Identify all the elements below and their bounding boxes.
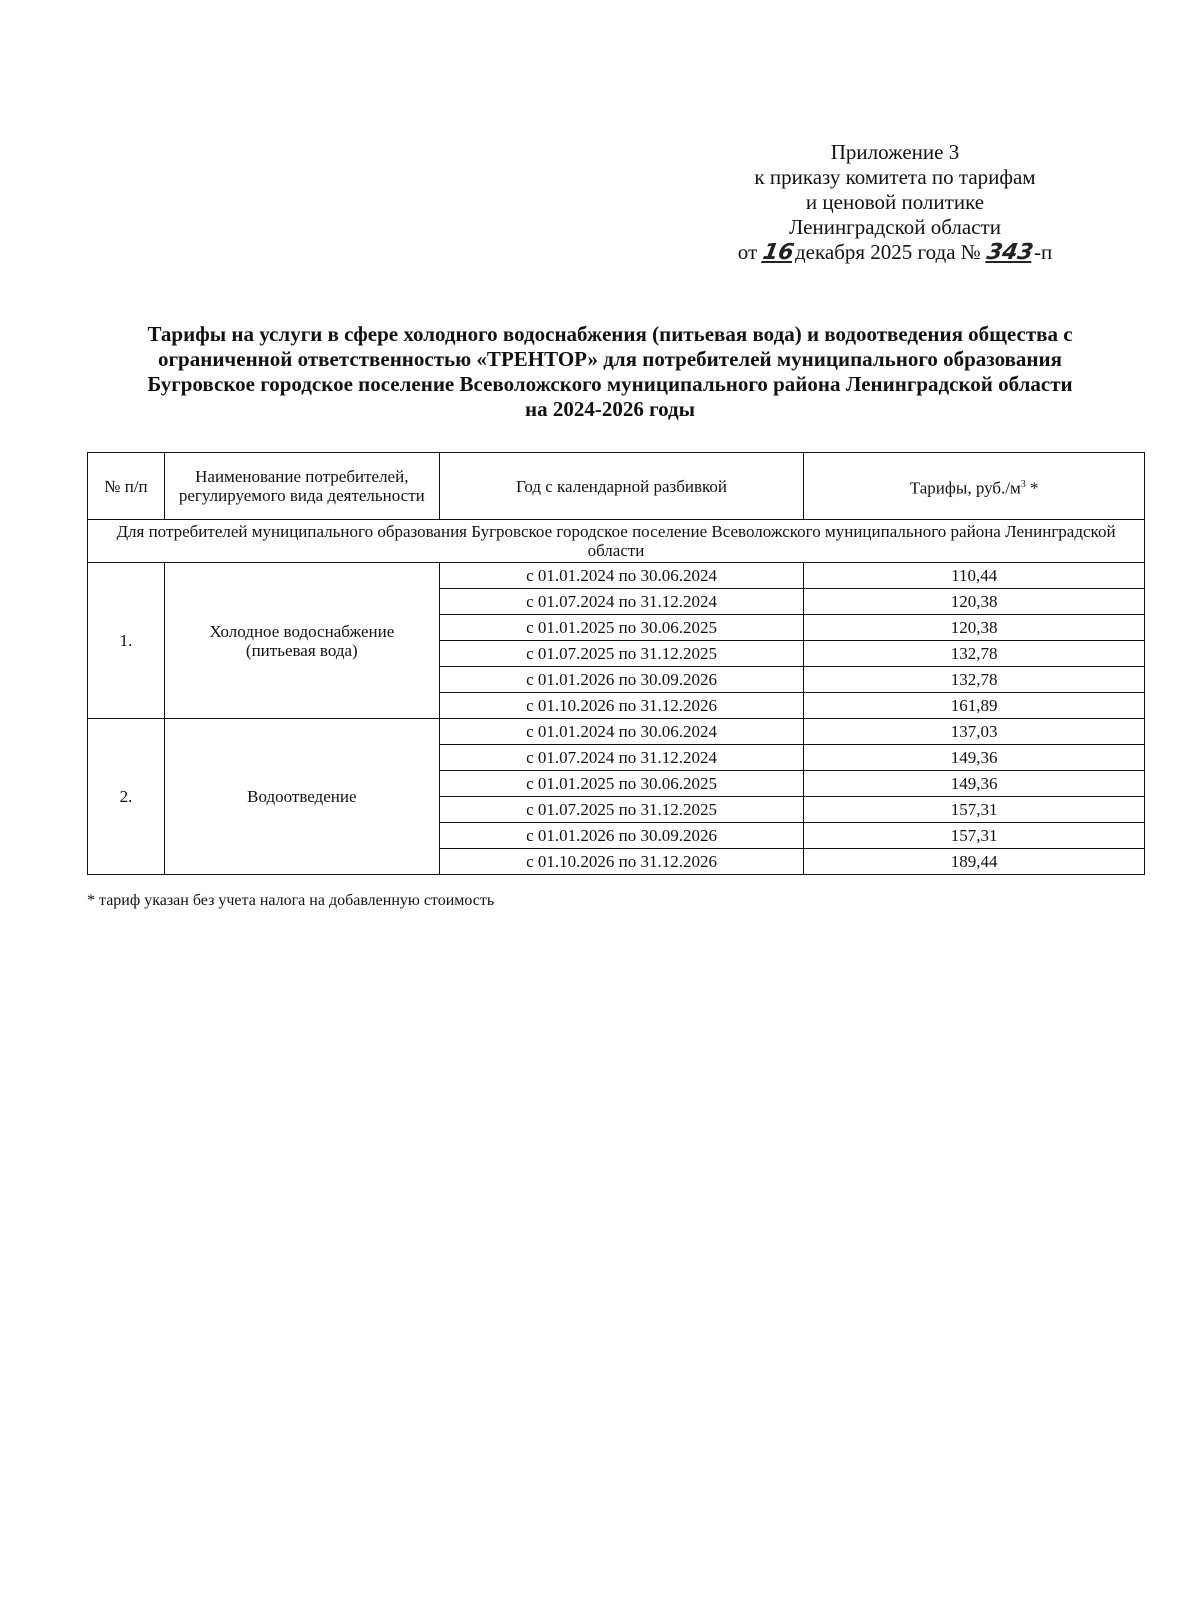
- group-num: 1.: [88, 563, 165, 719]
- appendix-line: к приказу комитета по тарифам: [754, 165, 1036, 189]
- header-num: № п/п: [88, 453, 165, 520]
- date-middle: декабря 2025 года №: [795, 240, 981, 264]
- period-cell: с 01.01.2026 по 30.09.2026: [439, 667, 804, 693]
- header-tariff: [804, 453, 1145, 520]
- group-name-line: Холодное водоснабжение: [209, 621, 395, 641]
- tariff-cell: 161,89: [804, 693, 1145, 719]
- period-cell: с 01.01.2024 по 30.06.2024: [439, 563, 804, 589]
- tariff-cell: 120,38: [804, 589, 1145, 615]
- title-line: ограниченной ответственностью «ТРЕНТОР» для потребителей муниципального образования: [158, 347, 1062, 371]
- header-tariff-sup: 3: [1020, 478, 1026, 490]
- appendix-header: [700, 140, 1090, 265]
- period-cell: с 01.01.2025 по 30.06.2025: [439, 771, 804, 797]
- period-cell: с 01.07.2024 по 31.12.2024: [439, 745, 804, 771]
- group-name-line: Водоотведение: [247, 787, 357, 806]
- period-cell: с 01.01.2026 по 30.09.2026: [439, 823, 804, 849]
- appendix-title: Приложение 3: [830, 140, 960, 164]
- handwritten-order-number: 343: [984, 240, 1036, 265]
- group-name: [164, 563, 439, 719]
- tariff-cell: 157,31: [804, 823, 1145, 849]
- header-tariff-mark: *: [1025, 478, 1039, 498]
- header-name: Наименование потребителей, регулируемого вида деятельности: [164, 453, 439, 520]
- period-cell: с 01.07.2025 по 31.12.2025: [439, 797, 804, 823]
- title-line: на 2024-2026 годы: [524, 397, 696, 421]
- tariff-cell: 137,03: [804, 719, 1145, 745]
- handwritten-day: 16: [761, 240, 797, 265]
- header-period: Год с календарной разбивкой: [439, 453, 804, 520]
- tariff-cell: 132,78: [804, 667, 1145, 693]
- title-line: Тарифы на услуги в сфере холодного водоснабжения (питьевая вода) и водоотведения общества с: [147, 322, 1073, 346]
- date-prefix: от: [737, 240, 758, 264]
- tariff-cell: 157,31: [804, 797, 1145, 823]
- footnote: * тариф указан без учета налога на добавленную стоимость: [87, 892, 495, 909]
- tariff-cell: 110,44: [804, 563, 1145, 589]
- tariff-cell: 149,36: [804, 745, 1145, 771]
- tariff-table: [87, 452, 1145, 875]
- table-row: [88, 563, 1145, 589]
- period-cell: с 01.10.2026 по 31.12.2026: [439, 693, 804, 719]
- tariff-cell: 132,78: [804, 641, 1145, 667]
- header-tariff-label: Тарифы, руб./м: [909, 478, 1021, 498]
- period-cell: с 01.07.2025 по 31.12.2025: [439, 641, 804, 667]
- tariff-cell: 149,36: [804, 771, 1145, 797]
- order-suffix: -п: [1034, 240, 1053, 264]
- group-name: [164, 719, 439, 875]
- title-line: Бугровское городское поселение Всеволожского муниципального района Ленинградской области: [147, 372, 1073, 396]
- section-caption: Для потребителей муниципального образования Бугровское городское поселение Всеволожского муниципального района Ленинградской области: [88, 520, 1145, 563]
- section-row: [88, 520, 1145, 563]
- period-cell: с 01.01.2024 по 30.06.2024: [439, 719, 804, 745]
- table-header-row: [88, 453, 1145, 520]
- appendix-line: Ленинградской области: [789, 215, 1001, 239]
- period-cell: с 01.10.2026 по 31.12.2026: [439, 849, 804, 875]
- tariff-cell: 189,44: [804, 849, 1145, 875]
- order-date-line: [700, 240, 1090, 265]
- appendix-line: и ценовой политике: [805, 190, 985, 214]
- period-cell: с 01.07.2024 по 31.12.2024: [439, 589, 804, 615]
- group-num: 2.: [88, 719, 165, 875]
- tariff-cell: 120,38: [804, 615, 1145, 641]
- group-name-line: (питьевая вода): [245, 640, 358, 660]
- document-title: [80, 322, 1140, 422]
- period-cell: с 01.01.2025 по 30.06.2025: [439, 615, 804, 641]
- table-row: [88, 719, 1145, 745]
